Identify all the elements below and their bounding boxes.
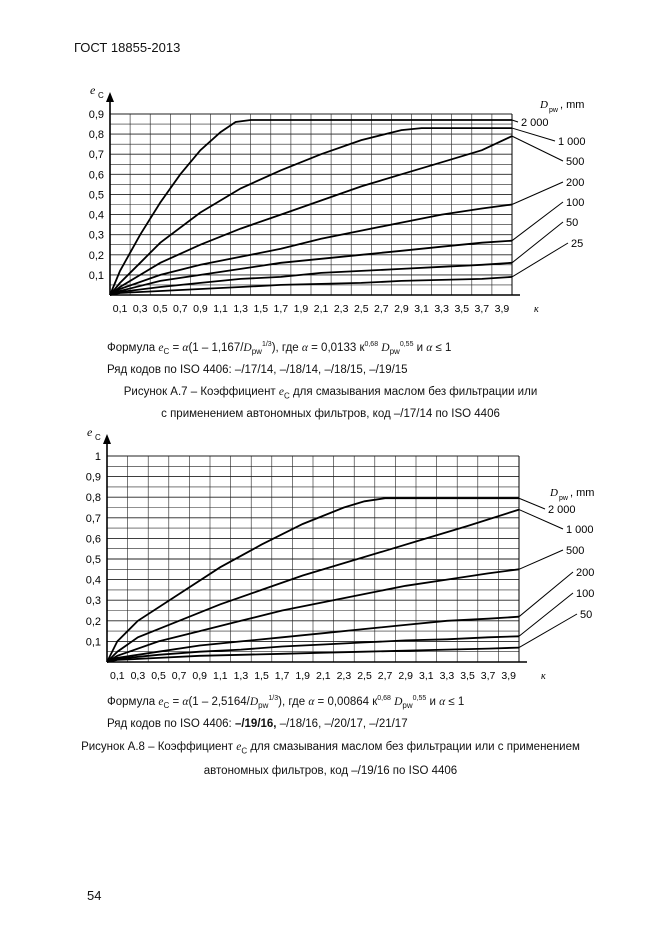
c2-y-tick-label: 0,8 (85, 492, 101, 505)
c2-series-label: 100 (576, 588, 595, 600)
c1-series-leader (512, 202, 563, 241)
c1-x-tick-label: 3,7 (474, 303, 490, 315)
c2-y-tick-label: 0,7 (85, 512, 101, 525)
c2-x-tick-label: 3,3 (439, 670, 455, 682)
c1-x-tick-label: 2,9 (394, 303, 409, 315)
c2-y-tick-label: 1 (94, 451, 101, 463)
c1-x-tick-label: 0,1 (112, 303, 128, 315)
c1-y-tick-label: 0,4 (88, 209, 104, 222)
c1-series-leader (512, 243, 568, 277)
c1-x-tick-label: 1,5 (253, 303, 269, 315)
c2-series-leader (519, 550, 563, 569)
caption-a7-line1: Рисунок А.7 – Коэффициент $e_C$ для смазывания маслом без фильтрации или (123, 386, 538, 401)
c2-x-tick-label: 0,5 (151, 670, 166, 682)
c1-legend-title-D: D (540, 99, 548, 111)
c2-x-tick-label: 0,1 (109, 670, 125, 682)
c2-y-tick-label: 0,2 (85, 615, 101, 628)
formula-a8: Формула $e_C = \alpha(1 - 2,5164/D_{pw}^{1/3})$, где α = 0,00864 $к^{0,68}$ $D_{pw}^{0,55}$ и α ≤ 1 (107, 695, 465, 711)
c1-series-leader (512, 222, 563, 263)
c2-y-tick-label: 0,4 (85, 574, 101, 587)
c1-y-tick-label: 0,6 (88, 169, 104, 182)
c2-x-tick-label: 1,7 (274, 670, 290, 682)
c1-y-axis-arrow (106, 92, 114, 102)
c1-series-label: 200 (566, 177, 585, 189)
formula-a7: Формула $e_C = \alpha(1 - 1,167/D_{pw}^{1/3})$, где α = 0,0133 $к^{0,68}$ $D_{pw}^{0,55}$ и α ≤ 1 (107, 341, 452, 357)
c1-x-axis-label: к (534, 304, 539, 315)
c1-y-tick-label: 0,1 (88, 269, 104, 282)
c2-y-tick-label: 0,3 (85, 595, 101, 608)
c2-x-tick-label: 0,7 (171, 670, 187, 682)
c1-y-axis-label-sub: C (98, 91, 104, 100)
c2-x-tick-label: 1,3 (233, 670, 249, 682)
c2-legend-title-D: D (550, 487, 558, 499)
c2-x-tick-label: 3,5 (460, 670, 475, 682)
c2-series-label: 2 000 (548, 504, 576, 516)
c2-x-tick-label: 2,7 (377, 670, 393, 682)
c2-y-tick-label: 0,9 (85, 471, 101, 484)
c2-series-leader (519, 614, 577, 648)
c2-y-tick-label: 0,1 (85, 636, 101, 649)
c1-x-tick-label: 1,9 (293, 303, 309, 315)
c2-y-tick-label: 0,6 (85, 533, 101, 546)
codes-a7: Ряд кодов по ISO 4406: –/17/14, –/18/14, –/18/15, –/19/15 (107, 364, 408, 376)
c2-x-tick-label: 3,9 (501, 670, 517, 682)
c1-y-tick-label: 0,8 (88, 129, 104, 142)
c1-x-tick-label: 2,3 (333, 303, 349, 315)
c1-x-tick-label: 0,7 (173, 303, 188, 315)
c1-x-tick-label: 0,9 (193, 303, 208, 315)
c1-series-leader (512, 120, 518, 122)
c2-x-tick-label: 3,1 (418, 670, 434, 682)
c1-series-label: 2 000 (521, 117, 549, 129)
c1-x-tick-label: 2,7 (374, 303, 389, 315)
c2-x-tick-label: 2,5 (357, 670, 372, 682)
c1-series-label: 50 (566, 217, 579, 229)
c2-x-tick-label: 0,3 (130, 670, 146, 682)
c2-legend-title-unit: , mm (570, 487, 595, 499)
c1-x-tick-label: 1,7 (273, 303, 289, 315)
c1-series-label: 500 (566, 156, 585, 168)
c2-x-tick-label: 3,7 (480, 670, 496, 682)
c2-x-axis-label: к (541, 671, 546, 682)
c2-series-label: 200 (576, 567, 595, 579)
c1-legend-title-unit: , mm (560, 99, 585, 111)
c2-series-leader (519, 593, 573, 636)
c1-y-tick-label: 0,3 (88, 229, 104, 242)
c1-series-leader (512, 136, 563, 161)
c1-x-tick-label: 0,3 (132, 303, 148, 315)
c1-x-tick-label: 3,1 (414, 303, 429, 315)
c1-series-label: 100 (566, 197, 585, 209)
c1-y-axis-label: e (90, 83, 96, 97)
c2-y-axis-label: e (87, 425, 93, 439)
caption-a8-line2: автономных фильтров, код –/19/16 по ISO 4406 (203, 765, 458, 777)
c2-x-tick-label: 1,1 (212, 670, 228, 682)
c1-series-leader (512, 182, 563, 205)
c2-y-axis-label-sub: C (95, 433, 101, 442)
c2-legend-title-sub: pw (559, 495, 568, 502)
c2-x-tick-label: 1,5 (254, 670, 269, 682)
c1-y-tick-label: 0,2 (88, 249, 104, 262)
c2-x-tick-label: 2,1 (315, 670, 331, 682)
c1-x-tick-label: 2,1 (313, 303, 329, 315)
c1-series-label: 25 (571, 238, 584, 250)
c2-x-tick-label: 2,9 (398, 670, 414, 682)
c2-series-label: 1 000 (566, 524, 594, 536)
caption-a7-line2: с применением автономных фильтров, код –/17/14 по ISO 4406 (161, 408, 500, 420)
c2-x-tick-label: 0,9 (192, 670, 208, 682)
c1-y-tick-label: 0,9 (88, 109, 104, 121)
codes-a8: Ряд кодов по ISO 4406: –/19/16, –/18/16, –/20/17, –/21/17 (107, 718, 408, 730)
c2-y-tick-label: 0,5 (85, 554, 101, 566)
c1-x-tick-label: 3,5 (454, 303, 470, 315)
c1-y-tick-label: 0,7 (88, 149, 104, 162)
c1-x-tick-label: 0,5 (152, 303, 168, 315)
c2-x-tick-label: 1,9 (295, 670, 311, 682)
caption-a8-line1: Рисунок А.8 – Коэффициент $e_C$ для смазывания маслом без фильтрации или с применением (81, 741, 580, 756)
c1-y-tick-label: 0,5 (88, 189, 104, 202)
c1-x-tick-label: 3,3 (434, 303, 449, 315)
c2-series-leader (519, 572, 573, 617)
c2-series-leader (519, 498, 545, 509)
c1-x-tick-label: 1,3 (233, 303, 248, 315)
document-header: ГОСТ 18855-2013 (74, 40, 181, 55)
c2-series-label: 50 (580, 609, 593, 621)
c1-x-tick-label: 3,9 (494, 303, 510, 315)
c1-x-tick-label: 1,1 (213, 303, 228, 315)
c2-x-tick-label: 2,3 (336, 670, 352, 682)
c1-legend-title-sub: pw (549, 107, 558, 114)
c1-series-label: 1 000 (558, 136, 586, 148)
page-number: 54 (87, 888, 102, 903)
c2-y-axis-arrow (103, 434, 111, 444)
c1-x-tick-label: 2,5 (353, 303, 369, 315)
c2-series-label: 500 (566, 545, 585, 557)
